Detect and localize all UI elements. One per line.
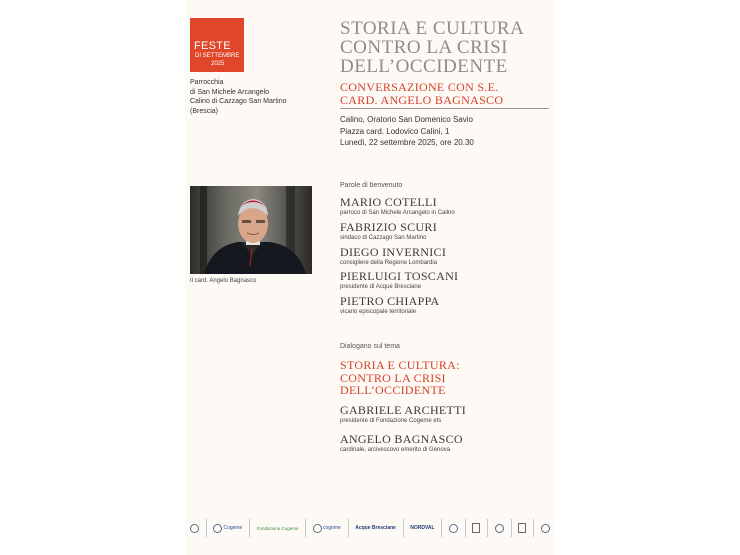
sponsor-logo [472, 523, 480, 533]
photo-caption: Il card. Angelo Bagnasco [190, 278, 257, 284]
speaker-name: DIEGO INVERNICI [340, 245, 447, 259]
sponsor-name: Fondazione Cogeme [256, 525, 299, 531]
speaker-name: MARIO COTELLI [340, 195, 437, 209]
title-line: DELL’OCCIDENTE [340, 56, 508, 77]
divider [511, 519, 512, 537]
sponsor-logo [518, 523, 526, 533]
divider [249, 519, 250, 537]
divider [465, 519, 466, 537]
venue-info [340, 114, 474, 149]
title-line: CONTRO LA CRISI [340, 37, 508, 58]
speaker-role: vicario episcopale territoriale [340, 309, 417, 315]
emblem-icon [472, 523, 480, 533]
sponsor-logo [213, 524, 242, 533]
sponsor-logo [410, 525, 434, 531]
topic-line: CONTRO LA CRISI [340, 370, 446, 385]
cogeme-icon [213, 524, 222, 533]
sponsor-logo [495, 524, 504, 533]
speaker-role: parroco di San Michele Arcangelo in Calino [340, 210, 455, 216]
speaker-role: presidente di Acque Bresciane [340, 284, 422, 290]
speaker-entry [340, 433, 463, 454]
event-subtitle [340, 81, 503, 107]
divider [206, 519, 207, 537]
logo-line-1: FESTE [194, 40, 231, 52]
divider [305, 519, 306, 537]
venue-line: Calino, Oratorio San Domenico Savio [340, 115, 473, 124]
crest-icon [190, 524, 199, 533]
speaker-entry [340, 196, 455, 217]
sponsor-logo [541, 524, 550, 533]
parish-line: Calino di Cazzago San Martino [190, 98, 287, 105]
speaker-name: FABRIZIO SCURI [340, 220, 437, 234]
title-line: STORIA E CULTURA [340, 18, 525, 39]
welcome-label: Parole di benvenuto [340, 182, 403, 189]
speaker-entry [340, 246, 446, 267]
sponsor-name: Cogeme [223, 525, 243, 531]
speaker-role: consigliere della Regione Lombardia [340, 260, 438, 266]
subtitle-line: CARD. ANGELO BAGNASCO [340, 93, 504, 107]
crest-logo [190, 524, 199, 533]
parish-line: Parrocchia [190, 79, 224, 86]
sponsor-name: NORDVAL [410, 525, 435, 531]
divider [340, 108, 549, 109]
divider [348, 519, 349, 537]
parish-line: di San Michele Arcangelo [190, 88, 269, 96]
sponsor-logos [190, 517, 550, 539]
dialogue-label: Dialogano sul tema [340, 343, 400, 350]
speaker-name: PIERLUIGI TOSCANI [340, 269, 459, 283]
divider [403, 519, 404, 537]
speaker-entry [340, 221, 437, 242]
venue-line: Piazza card. Lodovico Calini, 1 [340, 126, 450, 136]
event-title [340, 19, 524, 76]
divider [487, 519, 488, 537]
speaker-entry [340, 270, 458, 291]
topic-line: DELL’OCCIDENTE [340, 383, 446, 397]
subtitle-line: CONVERSAZIONE CON S.E. [340, 80, 499, 94]
parish-line: (Brescia) [190, 107, 219, 115]
logo-line-2: DI SETTEMBRE [195, 53, 240, 59]
parish-info [190, 78, 287, 116]
sponsor-logo [449, 524, 458, 533]
speaker-role: cardinale, arcivescovo emerito di Genova [340, 447, 451, 453]
logo-line-3: 2025 [211, 61, 225, 67]
speaker-entry [340, 295, 439, 316]
speaker-name: GABRIELE ARCHETTI [340, 403, 467, 417]
sponsor-logo [355, 525, 396, 531]
divider [533, 519, 534, 537]
seal-icon [449, 524, 458, 533]
feste-logo [190, 18, 244, 72]
dialogue-topic [340, 359, 460, 397]
seal-icon [495, 524, 504, 533]
sponsor-name: cogeme [323, 525, 341, 531]
sponsor-name: Acque Bresciane [355, 525, 396, 531]
speaker-role: sindaco di Cazzago San Martino [340, 235, 427, 241]
topic-line: STORIA E CULTURA: [340, 358, 460, 372]
speaker-name: ANGELO BAGNASCO [340, 432, 463, 446]
sponsor-logo [257, 526, 299, 531]
cogeme-icon [313, 524, 322, 533]
speaker-entry [340, 404, 466, 425]
crest-icon [541, 524, 550, 533]
cardinal-photo [190, 186, 312, 274]
sponsor-logo [313, 524, 341, 533]
venue-line: Lunedì, 22 settembre 2025, ore 20.30 [340, 138, 474, 147]
emblem-icon [518, 523, 526, 533]
divider [441, 519, 442, 537]
speaker-role: presidente di Fondazione Cogeme ets [340, 418, 442, 424]
speaker-name: PIETRO CHIAPPA [340, 294, 440, 308]
